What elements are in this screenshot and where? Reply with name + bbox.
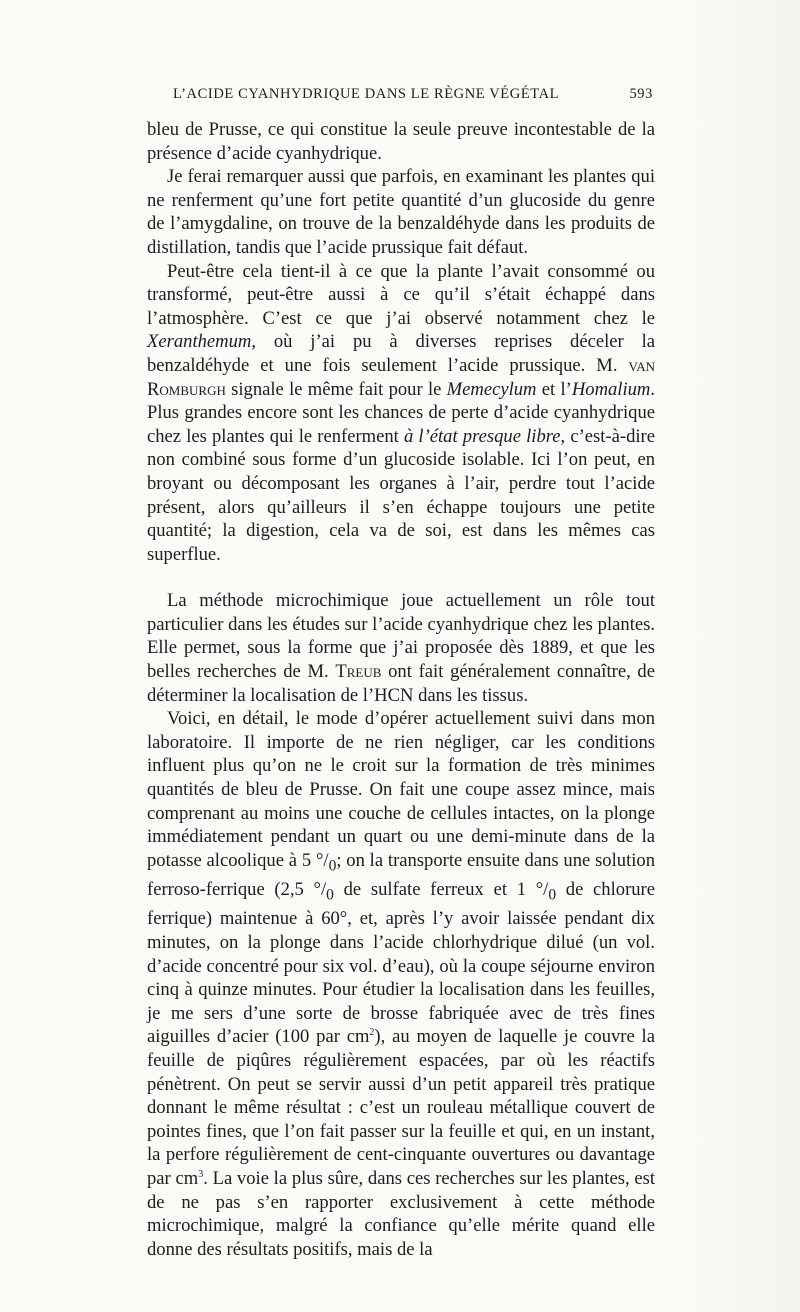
paragraph: La méthode microchimique joue actuellement un rôle tout particulier dans les études sur l’acide cyanhydrique chez les plantes. Elle permet, sous la forme que j’ai proposée dès 1889, et que les belles recherches de M. Treub ont fait généralement connaître, de déterminer la localisation de l’HCN dans les tissus. — [147, 590, 655, 706]
running-header — [147, 86, 653, 112]
body-text — [147, 118, 655, 1261]
page-edge-shading — [670, 0, 800, 1312]
paragraph: Peut-être cela tient-il à ce que la plante l’avait consommé ou transformé, peut-être aussi à ce qu’il s’était échappé dans l’atmosphère. C’est ce que j’ai observé notamment chez le Xeranthemum, où j’ai pu à diverses reprises déceler la benzaldéhyde et une fois seulement l’acide prussique. M. van Romburgh signale le même fait pour le Memecylum et l’Homalium. Plus grandes encore sont les chances de perte d’acide cyanhydrique chez les plantes qui le renferment à l’état presque libre, c’est-à-dire non combiné sous forme d’un glucoside isolable. Ici l’on peut, en broyant ou décomposant les organes à l’air, perdre tout l’acide présent, alors qu’ailleurs il s’en échappe toujours une petite quantité; la digestion, cela va de soi, est dans les mêmes cas superflue. — [147, 260, 656, 565]
paragraph: Voici, en détail, le mode d’opérer actuellement suivi dans mon laboratoire. Il importe de ne rien négliger, car les conditions influent plus qu’on ne le croit sur la formation de très minimes quantités de bleu de Prusse. On fait une coupe assez mince, mais comprenant au moins une couche de cellules intactes, on la plonge immédiatement pendant un quart ou une demi-minute dans de la potasse alcoolique à 5 $^\circ/_0$; on la transporte ensuite dans une solution ferroso-ferrique (2,5 $^\circ/_0$ de sulfate ferreux et 1 $^\circ/_0$ de chlorure ferrique) maintenue à 60°, et, après l’y avoir laissée pendant dix minutes, on la plonge dans l’acide chlorhydrique dilué (un vol. d’acide concentré pour six vol. d’eau), où la coupe séjourne environ cinq à quinze minutes. Pour étudier la localisation dans les feuilles, je me sers d’une sorte de brosse fabriquée avec de très fines aiguilles d’acier (100 par $cm^2$), au moyen de laquelle je couvre la feuille de piqûres régulièrement espacées, par où les réactifs pénètrent. On peut se servir aussi d’un petit appareil très pratique donnant le même résultat : c’est un rouleau métallique couvert de pointes fines, que l’on fait passer sur la feuille et qui, en un instant, la perfore régulièrement de cent-cinquante ouvertures ou davantage par $cm^3$. La voie la plus sûre, dans ces recherches sur les plantes, est de ne pas s’en rapporter exclusivement à cette méthode microchimique, malgré la confiance qu’elle mérite quand elle donne des résultats positifs, mais de la — [147, 708, 656, 1260]
paragraph: Je ferai remarquer aussi que parfois, en examinant les plantes qui ne renferment qu’une fort petite quantité d’un glucoside du genre de l’amygdaline, on trouve de la benzaldéhyde dans les produits de distillation, tandis que l’acide prussique fait défaut. — [147, 166, 655, 258]
page-number: 593 — [629, 86, 653, 102]
paragraph-continuation: bleu de Prusse, ce qui constitue la seule preuve incontestable de la présence d’acide cyanhydrique. — [147, 119, 655, 164]
taxon-name: Homalium — [571, 378, 651, 400]
emphasis: à l’état presque libre — [403, 425, 561, 447]
taxon-name: Memecylum — [446, 378, 537, 400]
author-name: Treub — [335, 661, 382, 683]
running-title: L’ACIDE CYANHYDRIQUE DANS LE RÈGNE VÉGÉTAL — [173, 86, 560, 102]
taxon-name: Xeranthemum — [147, 331, 252, 353]
author-name: van Romburgh — [147, 354, 655, 400]
